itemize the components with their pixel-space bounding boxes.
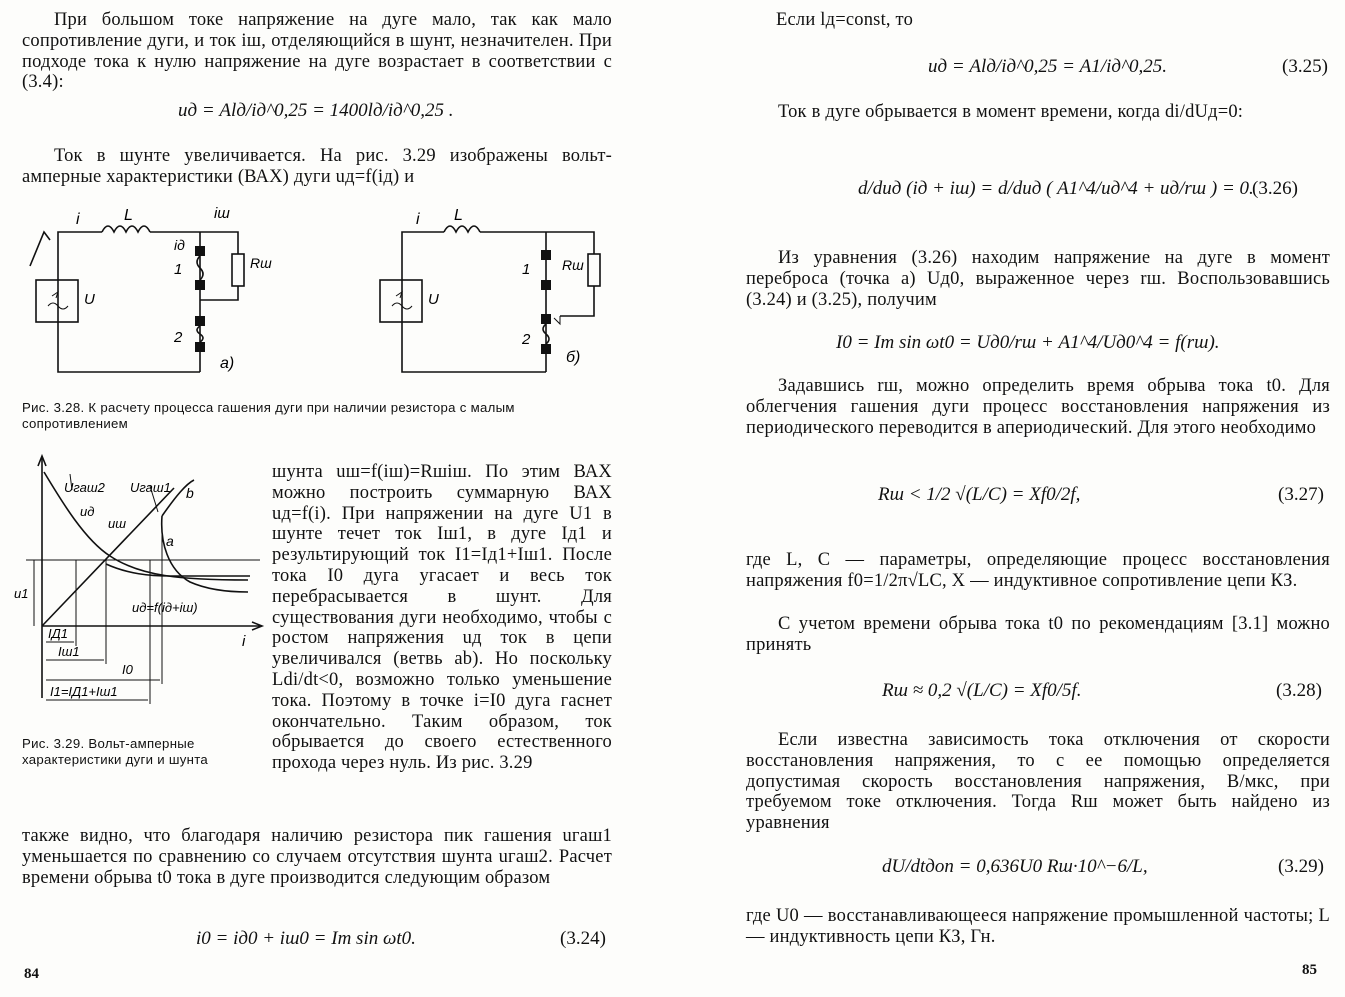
right-eq-number-3-29: (3.29) [1278, 856, 1324, 877]
label-i-axis: i [242, 633, 246, 650]
label-ud-curve: uд [80, 504, 95, 519]
right-eq-number-3-25: (3.25) [1282, 56, 1328, 77]
label-2-a: 2 [174, 329, 183, 346]
label-i-b: i [416, 211, 420, 228]
figure-3-29-caption: Рис. 3.29. Вольт-амперные характеристики дуги и шунта [22, 736, 209, 767]
label-Rsh-b: Rш [562, 257, 584, 273]
right-paragraph-6: С учетом времени обрыва тока t0 по рекомендациям [3.1] можно принять [746, 614, 1330, 655]
right-formula-4: Rш < 1/2 √(L/C) = Xf0/2f, [878, 484, 1081, 505]
left-formula-1: uд = Alд/iд^0,25 = 1400lд/iд^0,25 . [178, 100, 454, 121]
figure-3-28-circuit [14, 196, 614, 392]
right-page-number: 85 [1302, 962, 1317, 978]
label-ugash2: Uгаш2 [64, 480, 105, 495]
right-paragraph-8: где U0 — восстанавливающееся напряжение промышленной частоты; L — индуктивность цепи КЗ, Гн. [746, 906, 1330, 947]
right-formula-5: Rш ≈ 0,2 √(L/C) = Xf0/5f. [882, 680, 1082, 701]
left-page [0, 0, 672, 997]
label-L-a: L [124, 207, 133, 224]
left-eq-number-3-24: (3.24) [560, 928, 606, 949]
right-eq-number-3-27: (3.27) [1278, 484, 1324, 505]
label-ugash1: Uгаш1 [130, 480, 171, 495]
label-ud-sum: uд=f(iд+iш) [132, 600, 198, 615]
right-paragraph-3: Из уравнения (3.26) находим напряжение на дуге в момент переброса (точка a) Uд0, выраженное через rш. Воспользовавшись (3.24) и (3.25), получим [746, 248, 1330, 310]
right-page [672, 0, 1345, 997]
circuit-a [30, 205, 272, 372]
right-paragraph-4: Задавшись rш, можно определить время обрыва тока t0. Для облегчения гашения дуги процесс восстановления напряжения из периодического переводится в апериодический. Для этого необходимо [746, 376, 1330, 438]
label-U-b: U [428, 291, 439, 308]
figure-3-28-caption: Рис. 3.28. К расчету процесса гашения дуги при наличии резистора с малым сопротивлением [22, 400, 515, 431]
label-Ish1: Iш1 [58, 644, 80, 659]
label-a-point: a [166, 533, 174, 549]
label-1-b: 1 [522, 261, 531, 278]
right-formula-1: uд = Alд/iд^0,25 = A1/iд^0,25. [928, 56, 1167, 77]
left-formula-2: i0 = iд0 + iш0 = Im sin ωt0. [196, 928, 416, 949]
label-L-b: L [454, 207, 463, 224]
left-paragraph-3: шунта uш=f(iш)=Rшiш. По этим ВАХ можно построить суммарную ВАХ uд=f(i). При напряжении на дуге U1 в шунте течет ток Iш1, в дуге Iд1 и результирующий ток I1=Iд1+Iш1. После тока I0 дуга угасает и весь ток перебрасывается в шунт. Для существования дуги необходимо, чтобы с ростом напряжения uд ток в цепи увеличивался (ветвь ab). Но поскольку Ldi/dt<0, возможно только уменьшение тока. Поэтому в точке i=I0 дуга гаснет окончательно. Таким образом, ток обрывается до своего естественного прохода через нуль. Из рис. 3.29 [272, 462, 612, 774]
label-U-a: U [84, 291, 95, 308]
right-paragraph-2: Ток в дуге обрывается в момент времени, когда di/dUд=0: [778, 102, 1244, 122]
right-paragraph-1: Если lд=const, то [776, 10, 914, 30]
figure-3-29-vac-chart [10, 452, 270, 714]
label-I1-sum: I1=IД1+Iш1 [50, 684, 118, 699]
label-1-a: 1 [174, 261, 183, 278]
label-b-point: b [186, 485, 194, 501]
label-i-a: i [76, 211, 80, 228]
label-id-a: iд [174, 237, 185, 253]
label-ish-a: iш [214, 205, 230, 222]
label-Rsh-a: Rш [250, 255, 272, 271]
label-ush-line: uш [108, 516, 127, 531]
right-paragraph-7: Если известна зависимость тока отключения от скорости восстановления напряжения, то с ее помощью определяется допустимая скорость восстановления напряжения, В/мкс, при требуемом токе отключения. Тогда Rш может быть найдено из уравнения [746, 730, 1330, 834]
left-paragraph-2: Ток в шунте увеличивается. На рис. 3.29 изображены вольт-амперные характеристики (ВАХ) дуги uд=f(iд) и [22, 146, 612, 187]
label-I0: I0 [122, 662, 133, 677]
label-u1: u1 [14, 586, 29, 601]
left-paragraph-4: также видно, что благодаря наличию резистора пик гашения uгаш1 уменьшается по сравнению со случаем отсутствия шунта uгаш2. Расчет времени обрыва t0 тока в дуге производится следующим образом [22, 826, 612, 888]
circuit-b [380, 207, 600, 372]
label-2-b: 2 [522, 331, 531, 348]
label-Id1: IД1 [48, 626, 68, 641]
right-formula-6: dU/dtдоп = 0,636U0 Rш·10^−6/L, [882, 856, 1148, 877]
label-b-variant: б) [566, 349, 581, 366]
right-formula-3: I0 = Im sin ωt0 = Uд0/rш + A1^4/Uд0^4 = f(rш). [836, 332, 1220, 353]
left-paragraph-1: При большом токе напряжение на дуге мало, так как мало сопротивление дуги, и ток iш, отделяющийся в шунт, незначителен. При подходе тока к нулю напряжение на дуге возрастает в соответствии с (3.4): [22, 10, 612, 93]
right-eq-number-3-28: (3.28) [1276, 680, 1322, 701]
right-paragraph-5: где L, C — параметры, определяющие процесс восстановления напряжения f0=1/2π√LC, X — индуктивное сопротивление цепи КЗ. [746, 550, 1330, 591]
right-eq-number-3-26: (3.26) [1252, 178, 1298, 199]
right-formula-2: d/duд (iд + iш) = d/duд ( A1^4/uд^4 + uд/rш ) = 0. [858, 178, 1254, 199]
label-a-variant: а) [220, 355, 235, 372]
left-page-number: 84 [24, 966, 39, 982]
